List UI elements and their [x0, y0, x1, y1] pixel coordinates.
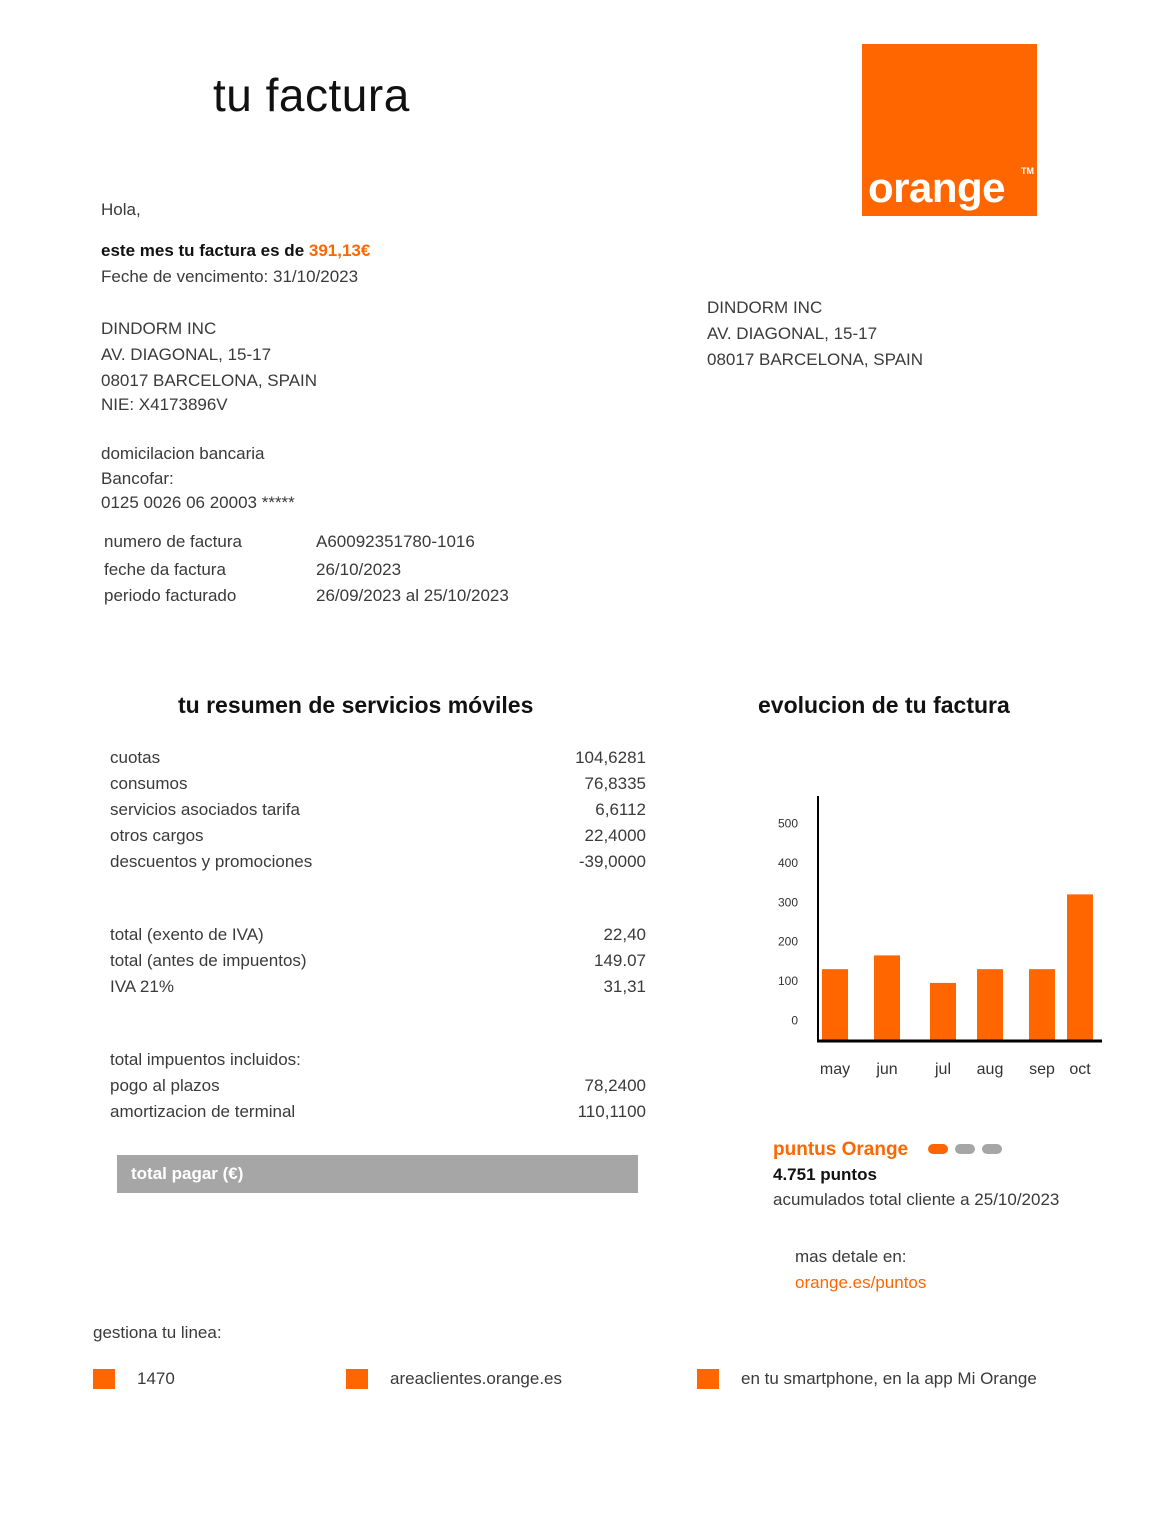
- row-value: 78,2400: [584, 1076, 646, 1095]
- logo-text: orange: [868, 164, 1006, 211]
- row-value: -39,0000: [578, 852, 646, 871]
- points-dot-active: [928, 1144, 948, 1154]
- customer-address-2: 08017 BARCELONA, SPAIN: [101, 371, 318, 390]
- y-tick-label: 400: [777, 855, 798, 870]
- payment-account: 0125 0026 06 20003 *****: [101, 493, 295, 512]
- page-title: tu factura: [213, 69, 410, 121]
- row-label: total (antes de impuentos): [110, 951, 307, 970]
- bar-jun: [874, 955, 900, 1040]
- bar-jul: [930, 983, 956, 1040]
- x-tick-label: sep: [1029, 1061, 1055, 1078]
- x-tick-label: oct: [1069, 1061, 1091, 1078]
- shipping-address-2: 08017 BARCELONA, SPAIN: [707, 350, 924, 369]
- total-row: [110, 922, 646, 948]
- row-label: total impuentos incluidos:: [110, 1050, 301, 1069]
- summary-row: [110, 771, 646, 797]
- row-value: 31,31: [603, 977, 646, 996]
- points-dot: [982, 1144, 1002, 1154]
- invoice-date-label: feche da factura: [104, 560, 226, 579]
- row-label: pogo al plazos: [110, 1076, 220, 1095]
- row-label: consumos: [110, 774, 188, 793]
- points-title: puntus Orange: [773, 1139, 909, 1160]
- summary-row: [110, 745, 646, 771]
- summary-row: [110, 797, 646, 823]
- bar-aug: [977, 969, 1003, 1040]
- included-heading: [110, 1047, 646, 1073]
- billing-period-label: periodo facturado: [104, 586, 237, 605]
- y-tick-label: 100: [777, 973, 798, 988]
- row-value: 149.07: [594, 951, 646, 970]
- invoice-number-value: A60092351780-1016: [316, 532, 475, 551]
- points-dot: [955, 1144, 975, 1154]
- contact-web[interactable]: areaclientes.orange.es: [390, 1369, 563, 1388]
- x-tick-label: may: [819, 1061, 851, 1078]
- included-row: [110, 1099, 646, 1125]
- included-row: [110, 1073, 646, 1099]
- amount-prefix: este mes tu factura es de: [101, 241, 309, 260]
- customer-address-1: AV. DIAGONAL, 15-17: [101, 345, 272, 364]
- total-row: [110, 948, 646, 974]
- contact-app[interactable]: en tu smartphone, en la app Mi Orange: [741, 1369, 1037, 1388]
- payment-bank: Bancofar:: [101, 469, 174, 488]
- row-label: total (exento de IVA): [110, 925, 264, 944]
- row-label: IVA 21%: [110, 977, 174, 996]
- points-amount: 4.751 puntos: [773, 1165, 877, 1184]
- points-link[interactable]: orange.es/puntos: [795, 1273, 927, 1292]
- points-caption: acumulados total cliente a 25/10/2023: [773, 1190, 1060, 1209]
- x-tick-label: jul: [934, 1061, 952, 1078]
- payment-method: domicilacion bancaria: [101, 444, 265, 463]
- row-value: 22,4000: [584, 826, 646, 845]
- total-pay-bar: total pagar (€): [117, 1155, 638, 1193]
- y-tick-label: 500: [777, 816, 798, 831]
- amount-line: [101, 238, 370, 264]
- amount-value: 391,13€: [308, 241, 371, 260]
- summary-row: [110, 849, 646, 875]
- y-tick-label: 0: [791, 1013, 798, 1028]
- summary-title: tu resumen de servicios móviles: [178, 692, 534, 718]
- customer-nie: NIE: X4173896V: [101, 395, 228, 414]
- row-value: 110,1100: [577, 1102, 646, 1121]
- bar-may: [822, 969, 848, 1040]
- chart-title: evolucion de tu factura: [758, 692, 1010, 718]
- bill-evolution-chart: [750, 780, 1130, 1090]
- invoice-date-value: 26/10/2023: [316, 560, 402, 579]
- invoice-number-label: numero de factura: [104, 532, 242, 551]
- x-tick-label: aug: [976, 1061, 1004, 1078]
- points-more: mas detale en:: [795, 1247, 907, 1266]
- contact-phone[interactable]: 1470: [137, 1369, 175, 1388]
- shipping-name: DINDORM INC: [707, 298, 823, 317]
- row-label: otros cargos: [110, 826, 204, 845]
- row-label: cuotas: [110, 748, 161, 767]
- footer-heading: gestiona tu linea:: [93, 1323, 222, 1342]
- bullet-square-icon: [93, 1369, 115, 1389]
- y-tick-label: 200: [777, 934, 798, 949]
- row-value: 6,6112: [595, 800, 646, 819]
- total-row: [110, 974, 646, 1000]
- orange-logo: [862, 44, 1037, 216]
- bar-sep: [1029, 969, 1055, 1040]
- billing-period-value: 26/09/2023 al 25/10/2023: [316, 586, 509, 605]
- x-tick-label: jun: [876, 1061, 898, 1078]
- shipping-address-1: AV. DIAGONAL, 15-17: [707, 324, 878, 343]
- summary-row: [110, 823, 646, 849]
- customer-name: DINDORM INC: [101, 319, 217, 338]
- bar-oct: [1067, 894, 1093, 1040]
- greeting: Hola,: [101, 200, 141, 219]
- due-date: Feche de vencimento: 31/10/2023: [101, 267, 359, 286]
- row-value: 76,8335: [584, 774, 646, 793]
- bullet-square-icon: [346, 1369, 368, 1389]
- y-tick-label: 300: [777, 895, 798, 910]
- row-label: servicios asociados tarifa: [110, 800, 300, 819]
- row-value: 22,40: [603, 925, 646, 944]
- bullet-square-icon: [697, 1369, 719, 1389]
- logo-trademark: TM: [1021, 166, 1034, 176]
- row-value: 104,6281: [575, 748, 646, 767]
- row-label: descuentos y promociones: [110, 852, 313, 871]
- row-label: amortizacion de terminal: [110, 1102, 296, 1121]
